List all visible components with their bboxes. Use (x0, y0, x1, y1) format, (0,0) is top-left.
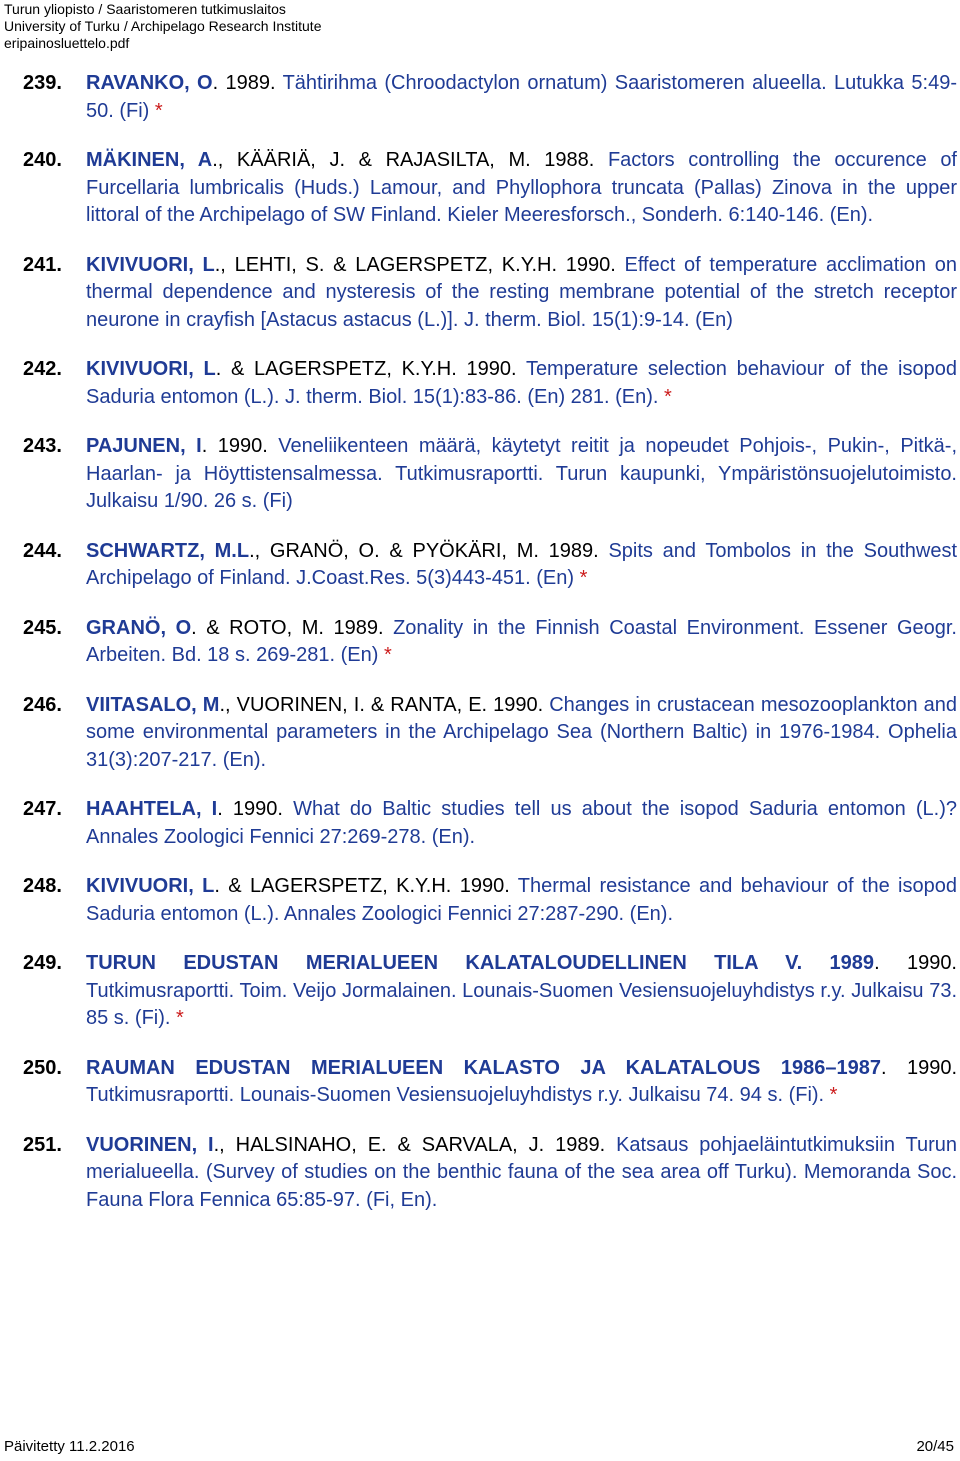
entry-number: 249. (23, 952, 62, 974)
entry-title: Factors controlling the occurence of Furcellaria lumbricalis (Huds.) Lamour, and Phyllophora truncata (Pallas) Zinova in the upper littoral of the Archipelago of SW Finland. Kieler Meeresforsch., Sonderh. 6:140-146. (En). (86, 149, 957, 226)
entry-number: 250. (23, 1056, 62, 1079)
entry-title: Tutkimusraportti. Lounais-Suomen Vesiensuojeluyhdistys r.y. Julkaisu 74. 94 s. (Fi). (86, 1084, 825, 1106)
entry-details: . & LAGERSPETZ, K.Y.H. 1990. (214, 875, 518, 897)
reference-entry (23, 538, 957, 593)
entry-details: ., LEHTI, S. & LAGERSPETZ, K.Y.H. 1990. (214, 253, 625, 276)
entry-author: VUORINEN, I (86, 1133, 214, 1156)
entry-title: Katsaus pohjaeläintutkimuksiin Turun merialueella. (Survey of studies on the benthic fauna of the sea area off Turku). Memoranda Soc. Fauna Flora Fennica 65:85-97. (Fi, En). (86, 1133, 957, 1211)
reference-entry (23, 615, 957, 670)
header-institution-fi: Turun yliopisto / Saaristomeren tutkimuslaitos (4, 1, 286, 17)
entry-author: VIITASALO, M (86, 693, 220, 716)
entry-details: . 1989. (212, 72, 283, 94)
entry-details: . 1990. (874, 952, 957, 974)
reference-entry (23, 1132, 957, 1215)
entry-star-marker: * (658, 385, 672, 408)
entry-author: GRANÖ, O (86, 616, 192, 639)
reference-list (23, 70, 957, 1236)
reference-entry (23, 692, 957, 775)
entry-details: . 1990. (880, 1056, 957, 1079)
entry-star-marker: * (149, 99, 163, 122)
entry-star-marker: * (378, 644, 392, 666)
entry-number: 251. (23, 1133, 62, 1156)
entry-text (86, 873, 957, 928)
entry-number: 242. (23, 358, 62, 380)
entry-number: 246. (23, 693, 62, 716)
entry-title: Temperature selection behaviour of the isopod Saduria entomon (L.). J. therm. Biol. 15(1):83-86. (En) 281. (En). (86, 358, 957, 408)
reference-entry (23, 950, 957, 1033)
entry-details: ., GRANÖ, O. & PYÖKÄRI, M. 1989. (249, 539, 609, 562)
reference-entry (23, 70, 957, 125)
entry-author: HAAHTELA, I (86, 798, 218, 820)
entry-star-marker: * (574, 567, 588, 589)
entry-number: 245. (23, 616, 62, 639)
entry-author: TURUN EDUSTAN MERIALUEEN KALATALOUDELLINEN TILA V. 1989 (86, 952, 875, 974)
reference-entry (23, 1055, 957, 1110)
reference-entry (23, 147, 957, 230)
entry-number: 240. (23, 149, 62, 171)
entry-text (86, 433, 957, 516)
entry-star-marker: * (824, 1084, 838, 1106)
entry-number: 239. (23, 72, 62, 94)
entry-details: . 1990. (217, 798, 294, 820)
entry-details: . 1990. (201, 435, 279, 457)
reference-entry (23, 356, 957, 411)
entry-author: RAUMAN EDUSTAN MERIALUEEN KALASTO JA KALATALOUS 1986–1987 (86, 1056, 881, 1079)
entry-text (86, 692, 957, 775)
entry-author: KIVIVUORI, L (86, 358, 216, 380)
entry-text (86, 796, 957, 851)
entry-text (86, 1055, 957, 1110)
entry-author: RAVANKO, O (86, 72, 213, 94)
entry-title: Effect of temperature acclimation on thermal dependence and nysteresis of the resting membrane potential of the stretch receptor neurone in crayfish [Astacus astacus (L.)]. J. therm. Biol. 15(1):9-14. (En) (86, 253, 957, 331)
entry-text (86, 147, 957, 230)
entry-number: 247. (23, 798, 62, 820)
entry-title: Zonality in the Finnish Coastal Environment. Essener Geogr. Arbeiten. Bd. 18 s. 269-281. (En) (86, 616, 957, 666)
entry-title: Tähtirihma (Chroodactylon ornatum) Saaristomeren alueella. Lutukka 5:49-50. (Fi) (86, 72, 957, 122)
entry-author: SCHWARTZ, M.L (86, 539, 250, 562)
entry-title: Thermal resistance and behaviour of the isopod Saduria entomon (L.). Annales Zoologici Fennici 27:287-290. (En). (86, 875, 957, 925)
reference-entry (23, 433, 957, 516)
entry-author: KIVIVUORI, L (86, 875, 215, 897)
entry-text (86, 615, 957, 670)
entry-details: . & LAGERSPETZ, K.Y.H. 1990. (215, 358, 526, 380)
entry-text (86, 538, 957, 593)
entry-details: ., VUORINEN, I. & RANTA, E. 1990. (219, 693, 550, 716)
entry-number: 241. (23, 253, 62, 276)
entry-title: Changes in crustacean mesozooplankton and some environmental parameters in the Archipelago Sea (Northern Baltic) in 1976-1984. Ophelia 31(3):207-217. (En). (86, 693, 957, 771)
entry-text (86, 1132, 957, 1215)
entry-text (86, 70, 957, 125)
reference-entry (23, 252, 957, 335)
entry-title: Spits and Tombolos in the Southwest Archipelago of Finland. J.Coast.Res. 5(3)443-451. (En) (86, 539, 958, 589)
entry-text (86, 252, 957, 335)
header-institution-en: University of Turku / Archipelago Research Institute (4, 18, 322, 34)
entry-details: ., KÄÄRIÄ, J. & RAJASILTA, M. 1988. (212, 149, 608, 171)
entry-star-marker: * (170, 1007, 184, 1029)
entry-title: What do Baltic studies tell us about the isopod Saduria entomon (L.)? Annales Zoologici Fennici 27:269-278. (En). (86, 798, 957, 848)
entry-author: PAJUNEN, I (86, 435, 202, 457)
entry-number: 244. (23, 539, 62, 562)
entry-number: 248. (23, 875, 62, 897)
entry-details: ., HALSINAHO, E. & SARVALA, J. 1989. (213, 1133, 617, 1156)
entry-author: KIVIVUORI, L (86, 253, 215, 276)
reference-entry (23, 873, 957, 928)
header-filename: eripainosluettelo.pdf (4, 35, 130, 51)
entry-text (86, 950, 957, 1033)
entry-number: 243. (23, 435, 62, 457)
entry-details: . & ROTO, M. 1989. (191, 616, 394, 639)
entry-title: Tutkimusraportti. Toim. Veijo Jormalainen. Lounais-Suomen Vesiensuojeluyhdistys r.y. Julkaisu 73. 85 s. (Fi). (86, 979, 957, 1029)
footer-updated-date: Päivitetty 11.2.2016 (4, 1438, 135, 1455)
reference-entry (23, 796, 957, 851)
entry-title: Veneliikenteen määrä, käytetyt reitit ja nopeudet Pohjois-, Pukin-, Pitkä-, Haarlan- ja Höyttistensalmessa. Tutkimusraportti. Turun kaupunki, Ympäristönsuojelutoimisto. Julkaisu 1/90. 26 s. (Fi) (86, 435, 958, 512)
page-header (4, 1, 321, 52)
footer-page-number: 20/45 (916, 1438, 954, 1455)
entry-text (86, 356, 957, 411)
entry-author: MÄKINEN, A (86, 149, 213, 171)
